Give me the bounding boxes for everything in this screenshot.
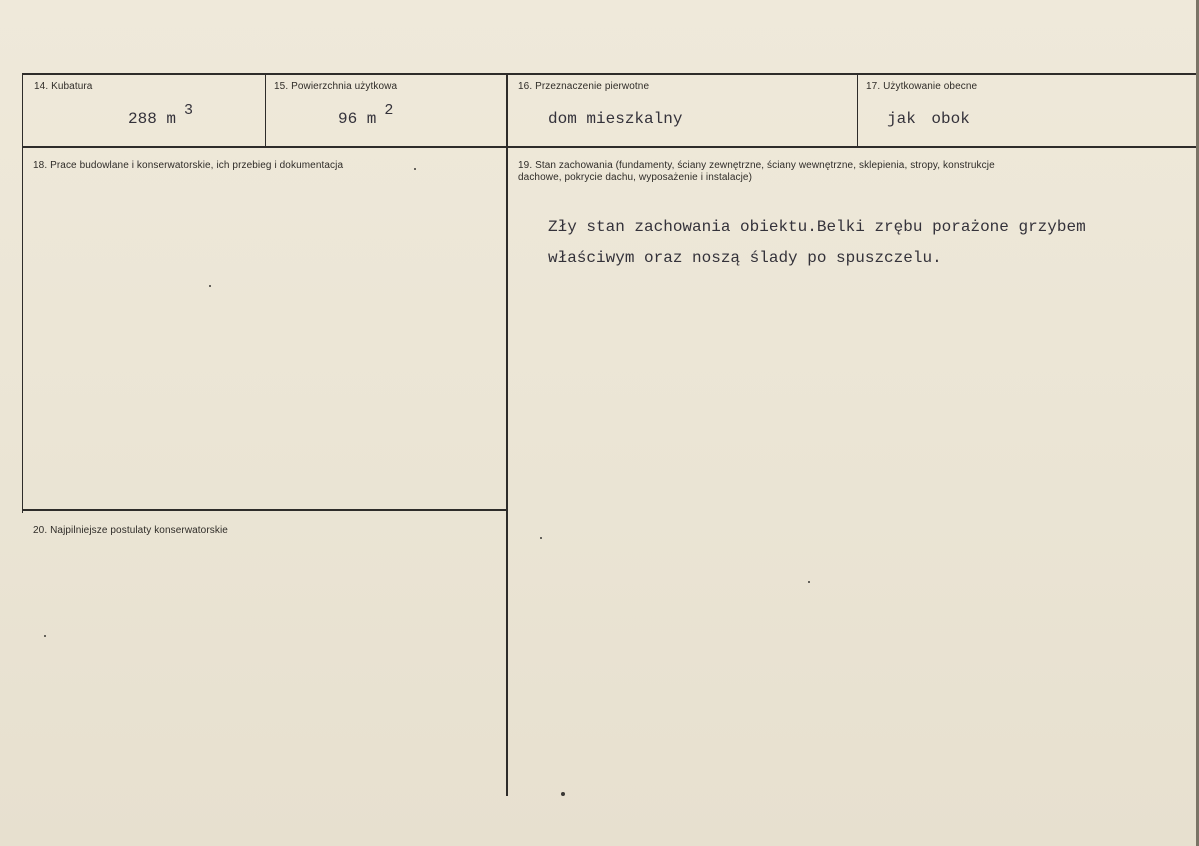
field-19-text (548, 212, 1086, 274)
paper-speck (209, 285, 211, 287)
field-14-label: 14. Kubatura (34, 81, 93, 92)
cubature-exponent: 3 (184, 102, 194, 119)
row-divider (22, 146, 1198, 148)
cubature-value: 288 m (128, 110, 177, 128)
top-rule (22, 73, 1198, 75)
field-18-label: 18. Prace budowlane i konserwatorskie, ich przebieg i dokumentacja (33, 160, 344, 171)
field-16-value: dom mieszkalny (548, 110, 683, 128)
field-20-label: 20. Najpilniejsze postulaty konserwatorskie (33, 525, 228, 536)
field-19-label: 19. Stan zachowania (fundamenty, ściany zewnętrzne, ściany wewnętrzne, sklepienia, stropy, konstrukcje dachowe, pokrycie dachu, wyposażenie i instalacje) (518, 160, 995, 183)
field-15-label: 15. Powierzchnia użytkowa (274, 81, 398, 92)
paper-speck (561, 792, 565, 796)
paper-speck (44, 635, 46, 637)
field-16-label: 16. Przeznaczenie pierwotne (518, 81, 650, 92)
left-border (22, 73, 23, 513)
usable-area-value: 96 m (338, 110, 377, 128)
column-divider-14-15 (265, 73, 266, 148)
paper-speck (540, 537, 542, 539)
column-divider-16-17 (857, 73, 858, 148)
condition-text-line-1: Zły stan zachowania obiektu.Belki zrębu porażone grzybem (548, 218, 1086, 236)
paper-speck (414, 168, 416, 170)
center-divider (506, 73, 508, 796)
field-15-value (338, 102, 394, 128)
left-column-divider (22, 509, 506, 511)
field-14-value (128, 102, 194, 128)
condition-text-line-2: właściwym oraz noszą ślady po spuszczelu. (548, 249, 942, 267)
paper-speck (808, 581, 810, 583)
field-17-label: 17. Użytkowanie obecne (866, 81, 978, 92)
field-17-value: jak obok (887, 110, 970, 128)
usable-area-exponent: 2 (384, 102, 394, 119)
